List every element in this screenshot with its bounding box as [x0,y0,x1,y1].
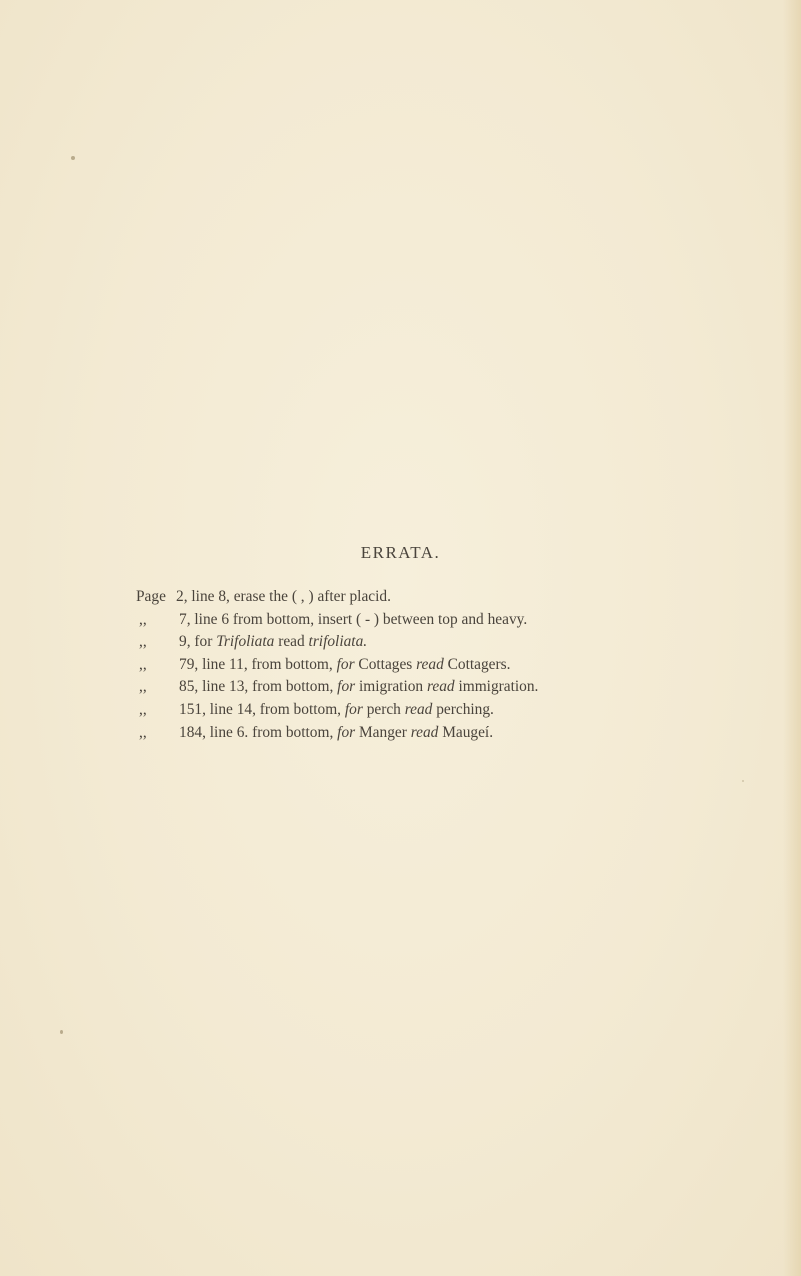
entry-lead: ,, [139,633,147,651]
entry-text: 151, line 14, from bottom, [179,700,345,718]
errata-entry [136,609,538,632]
entry-lead: ,, [139,723,147,741]
entry-text: 9, for [179,633,217,651]
errata-entry [136,676,538,699]
errata-entry [136,586,538,609]
entry-text-italic: for [336,655,355,673]
entry-text: 184, line 6. from bottom, [179,723,338,741]
errata-list [136,586,538,744]
paper-speck [71,156,75,160]
entry-text: imigration [355,678,427,696]
entry-text-italic: for [344,700,363,718]
entry-text-italic: for [337,723,356,741]
entry-text: Cottages [354,655,417,673]
paper-speck [60,1030,63,1034]
entry-text-italic: Trifoliata [216,633,275,651]
entry-text: Cottagers. [443,655,511,673]
errata-entry [136,722,538,745]
entry-text: perching. [432,700,494,718]
errata-title: ERRATA. [360,543,441,562]
entry-text: perch [362,700,405,718]
entry-lead: ,, [139,610,147,628]
entry-text-italic: read [410,723,439,741]
entry-text-italic: for [337,678,356,696]
entry-text: 7, line 6 from bottom, insert ( - ) between top and heavy. [179,610,528,628]
entry-text: 2, line 8, erase the ( , ) after placid. [176,588,391,605]
entry-text: read [274,633,309,651]
entry-lead: Page [136,588,166,605]
entry-lead: ,, [139,678,147,696]
entry-lead: ,, [139,700,147,718]
errata-entry [136,654,538,677]
entry-text-italic: read [404,700,433,718]
entry-lead: ,, [139,655,147,673]
errata-entry [136,631,538,654]
entry-text: 85, line 13, from bottom, [179,678,338,696]
entry-text-italic: read [426,678,455,696]
entry-text: Manger [355,723,411,741]
page-edge-shading [783,0,801,1276]
errata-entry [136,699,538,722]
entry-text: 79, line 11, from bottom, [179,655,337,673]
entry-text: immigration. [454,678,539,696]
entry-text-italic: trifoliata. [308,633,368,651]
entry-text: Maugeí. [438,723,494,741]
entry-text-italic: read [416,655,444,673]
paper-speck [742,780,744,782]
